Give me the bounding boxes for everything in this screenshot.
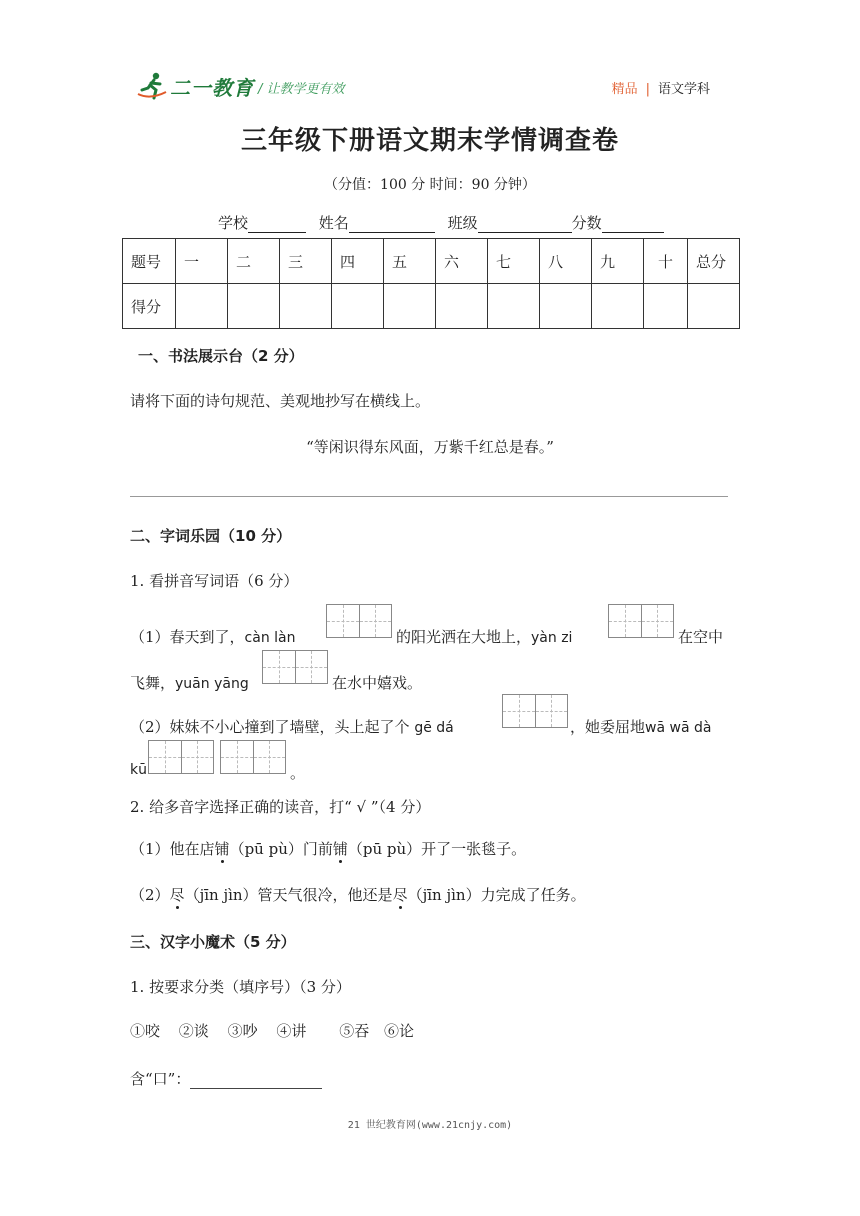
table-row [123, 284, 740, 329]
table-cell: 得分 [123, 284, 176, 329]
dotted-character: 铺 [214, 840, 230, 858]
header-right [612, 78, 710, 97]
q1-line3-text [570, 716, 711, 737]
table-cell: 三 [280, 239, 332, 284]
pinyin-text: yàn zi [531, 630, 573, 646]
class-label: 班级 [447, 214, 478, 232]
q1-line1-text [130, 626, 296, 647]
q1-line2-text [130, 672, 249, 693]
dotted-character: 铺 [332, 840, 348, 858]
option-item: ⑥论 [383, 1022, 414, 1040]
score-cell[interactable] [176, 284, 228, 329]
score-cell[interactable] [280, 284, 332, 329]
section2-heading: 二、字词乐园（10 分） [130, 527, 292, 545]
school-blank[interactable] [248, 216, 306, 233]
dotted-character: 尽 [169, 886, 185, 904]
score-cell[interactable] [228, 284, 280, 329]
pinyin-text: gē dá [414, 720, 454, 736]
reading-options[interactable]: （jīn jìn）力完成了任务。 [407, 886, 586, 904]
q1-line4-end: 。 [290, 764, 306, 782]
section1-heading: 一、书法展示台（2 分） [138, 347, 304, 365]
score-blank[interactable] [602, 216, 664, 233]
table-cell: 八 [540, 239, 592, 284]
score-cell[interactable] [488, 284, 540, 329]
score-table [122, 238, 740, 329]
option-item: ①咬 [130, 1022, 161, 1040]
q2-line2 [130, 884, 586, 905]
student-info-line [218, 212, 664, 233]
q1-line3-text [130, 716, 454, 737]
dotted-character: 尽 [392, 886, 408, 904]
class-blank[interactable] [478, 216, 572, 233]
option-item: ⑤吞 [339, 1022, 370, 1040]
pinyin-text: wā wā dà [645, 720, 712, 736]
pinyin-answer-grid[interactable] [326, 604, 392, 638]
table-row [123, 239, 740, 284]
score-cell[interactable] [332, 284, 384, 329]
score-cell[interactable] [540, 284, 592, 329]
score-cell[interactable] [436, 284, 488, 329]
table-cell: 九 [592, 239, 644, 284]
table-cell: 二 [228, 239, 280, 284]
reading-options[interactable]: （pū pù）门前 [229, 840, 333, 858]
logo-text: 二一教育 [170, 75, 254, 100]
q2-line1 [130, 838, 526, 859]
slogan: / 让教学更有效 [258, 82, 345, 97]
q2-title: 2. 给多音字选择正确的读音，打“ √ ”（4 分） [130, 798, 431, 816]
text-segment: ，她委屈地 [570, 718, 646, 736]
header-separator: | [645, 82, 650, 97]
answer-label: 含“口”： [130, 1070, 191, 1088]
reading-options[interactable]: （jīn jìn）管天气很冷，他还是 [184, 886, 393, 904]
text-segment: 的阳光洒在大地上， [396, 628, 532, 646]
score-cell[interactable] [688, 284, 740, 329]
copy-line[interactable] [130, 496, 728, 497]
reading-options[interactable]: （pū pù）开了一张毯子。 [347, 840, 527, 858]
pinyin-answer-grid[interactable] [262, 650, 328, 684]
score-label: 分数 [571, 214, 602, 232]
pinyin-answer-grid[interactable] [608, 604, 674, 638]
school-label: 学校 [218, 214, 249, 232]
exam-subtitle: （分值：100 分 时间：90 分钟） [324, 177, 536, 193]
brand-logo [136, 70, 254, 102]
pinyin-answer-grid[interactable] [502, 694, 568, 728]
table-cell: 十 [644, 239, 688, 284]
q1-line1-text [396, 626, 572, 647]
table-cell: 五 [384, 239, 436, 284]
pinyin-text: càn làn [244, 630, 296, 646]
table-cell: 一 [176, 239, 228, 284]
text-segment: （1）他在店 [130, 840, 215, 858]
pinyin-answer-grid[interactable] [220, 740, 286, 774]
option-item: ③吵 [227, 1022, 258, 1040]
option-item: ④讲 [276, 1022, 307, 1040]
score-cell[interactable] [592, 284, 644, 329]
q1-line1-end: 在空中 [678, 628, 724, 646]
table-cell: 题号 [123, 239, 176, 284]
section3-heading: 三、汉字小魔术（5 分） [130, 933, 296, 951]
answer-line [130, 1068, 322, 1089]
text-segment: （1）春天到了， [130, 628, 245, 646]
q1-line2-end: 在水中嬉戏。 [332, 674, 423, 692]
q1-title: 1. 看拼音写词语（6 分） [130, 572, 299, 590]
pinyin-text: yuān yāng [175, 676, 249, 692]
name-label: 姓名 [318, 214, 349, 232]
page-footer: 21 世纪教育网(www.21cnjy.com) [347, 1120, 513, 1131]
answer-blank[interactable] [190, 1074, 322, 1089]
table-cell: 总分 [688, 239, 740, 284]
section1-poem: “等闲识得东风面，万紫千红总是春。” [306, 438, 554, 456]
quality-tag: 精品 [611, 82, 638, 97]
table-cell: 六 [436, 239, 488, 284]
table-cell: 七 [488, 239, 540, 284]
section1-instruction: 请将下面的诗句规范、美观地抄写在横线上。 [130, 392, 431, 410]
score-cell[interactable] [384, 284, 436, 329]
name-blank[interactable] [349, 216, 435, 233]
pinyin-answer-grid[interactable] [148, 740, 214, 774]
subject-label: 语文学科 [657, 82, 710, 97]
text-segment: （2） [130, 886, 170, 904]
text-segment: 飞舞， [130, 674, 176, 692]
table-cell: 四 [332, 239, 384, 284]
text-segment: （2）妹妹不小心撞到了墙壁，头上起了个 [130, 718, 415, 736]
s3-q1-title: 1. 按要求分类（填序号）（3 分） [130, 978, 351, 996]
score-cell[interactable] [644, 284, 688, 329]
options-list [130, 1020, 414, 1041]
option-item: ②谈 [178, 1022, 209, 1040]
page-title: 三年级下册语文期末学情调查卷 [240, 126, 619, 156]
runner-logo-icon [136, 70, 168, 102]
q1-line4-pinyin: kū [130, 762, 147, 778]
